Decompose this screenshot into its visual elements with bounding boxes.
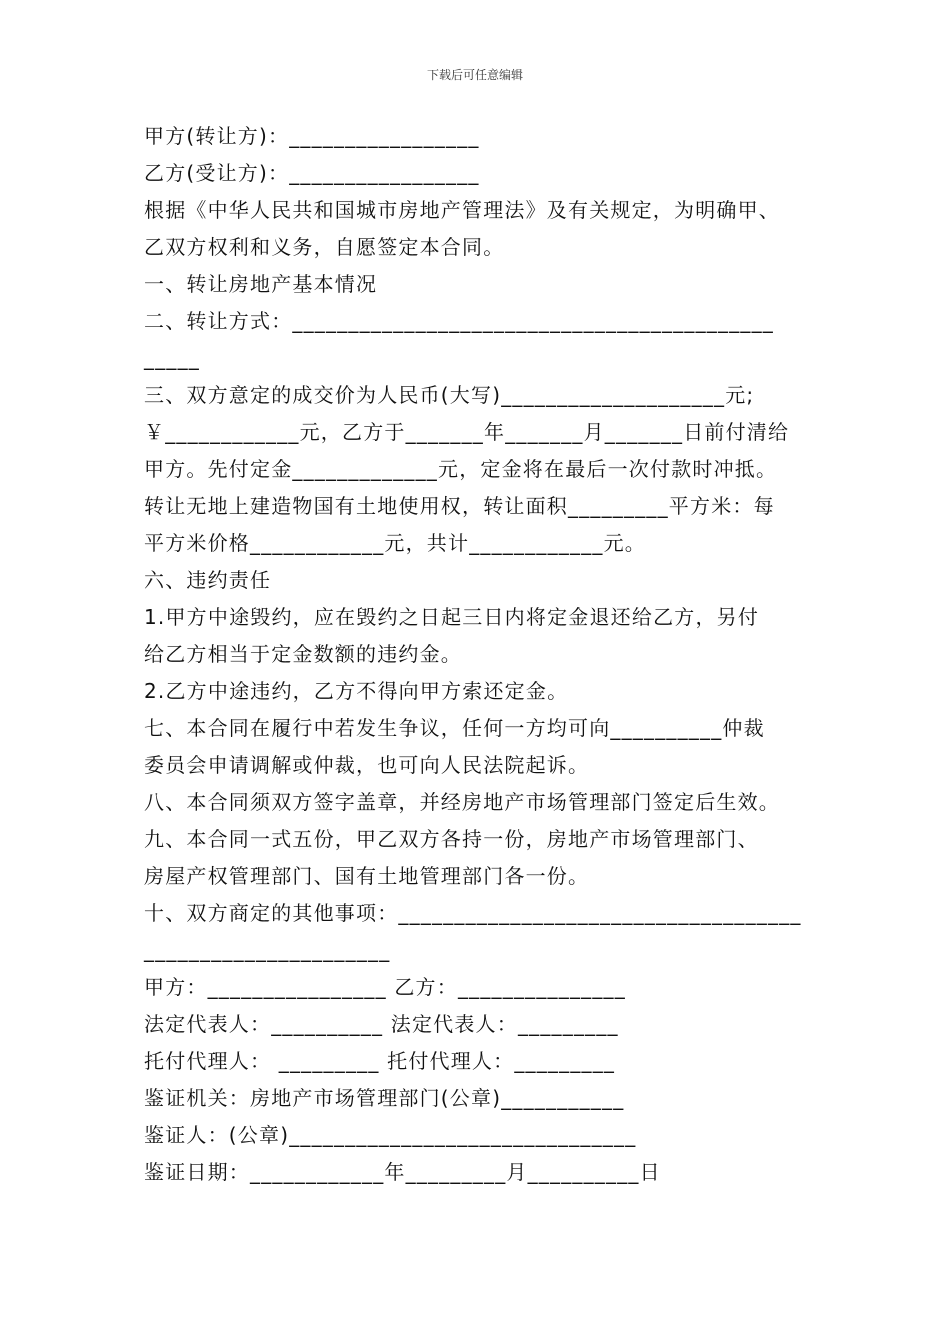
clause-7-line-2: 委员会申请调解或仲裁，也可向人民法院起诉。	[144, 753, 590, 777]
clause-3-line-3: 甲方。先付定金_____________元，定金将在最后一次付款时冲抵。	[144, 457, 778, 481]
clause-2-continuation: _____	[144, 346, 200, 370]
clause-8-line: 八、本合同须双方签字盖章，并经房地产市场管理部门签定后生效。	[144, 790, 780, 814]
clause-10-continuation: ______________________	[144, 938, 391, 962]
clause-6-heading: 六、违约责任	[144, 568, 272, 592]
page-header: 下载后可任意编辑	[426, 68, 523, 82]
signature-parties: 甲方：________________ 乙方：_______________	[144, 975, 626, 999]
clause-3-line-5: 平方米价格____________元，共计____________元。	[144, 531, 646, 555]
party-a-line: 甲方(转让方)：_________________	[144, 124, 480, 148]
clause-6-item-1-line-2: 给乙方相当于定金数额的违约金。	[144, 642, 462, 666]
signature-legal-representatives: 法定代表人：__________ 法定代表人：_________	[144, 1012, 619, 1036]
clause-10-line: 十、双方商定的其他事项：____________________________________	[144, 901, 802, 925]
party-b-line: 乙方(受让方)：_________________	[144, 161, 480, 185]
attestation-person: 鉴证人：(公章)_______________________________	[144, 1123, 637, 1147]
clause-3-line-4: 转让无地上建造物国有土地使用权，转让面积_________平方米：每	[144, 494, 775, 518]
clause-6-item-1-line-1: 1.甲方中途毁约，应在毁约之日起三日内将定金退还给乙方，另付	[144, 605, 760, 629]
clause-6-item-2: 2.乙方中途违约，乙方不得向甲方索还定金。	[144, 679, 569, 703]
clause-3-line-1: 三、双方意定的成交价为人民币(大写)____________________元;	[144, 383, 755, 407]
clause-9-line-2: 房屋产权管理部门、国有土地管理部门各一份。	[144, 864, 590, 888]
clause-2-line: 二、转让方式：___________________________________________	[144, 309, 774, 333]
attestation-authority: 鉴证机关：房地产市场管理部门(公章)___________	[144, 1086, 625, 1110]
attestation-date: 鉴证日期：____________年_________月__________日	[144, 1160, 661, 1184]
clause-1-heading: 一、转让房地产基本情况	[144, 272, 378, 296]
preamble-line-2: 乙双方权利和义务，自愿签定本合同。	[144, 235, 505, 259]
clause-9-line-1: 九、本合同一式五份，甲乙双方各持一份，房地产市场管理部门、	[144, 827, 759, 851]
signature-agents: 托付代理人： _________ 托付代理人：_________	[144, 1049, 616, 1073]
clause-3-line-2: ￥____________元，乙方于_______年_______月_______日前付清给	[144, 420, 790, 444]
clause-7-line-1: 七、本合同在履行中若发生争议，任何一方均可向__________仲裁	[144, 716, 765, 740]
preamble-line-1: 根据《中华人民共和国城市房地产管理法》及有关规定，为明确甲、	[144, 198, 780, 222]
